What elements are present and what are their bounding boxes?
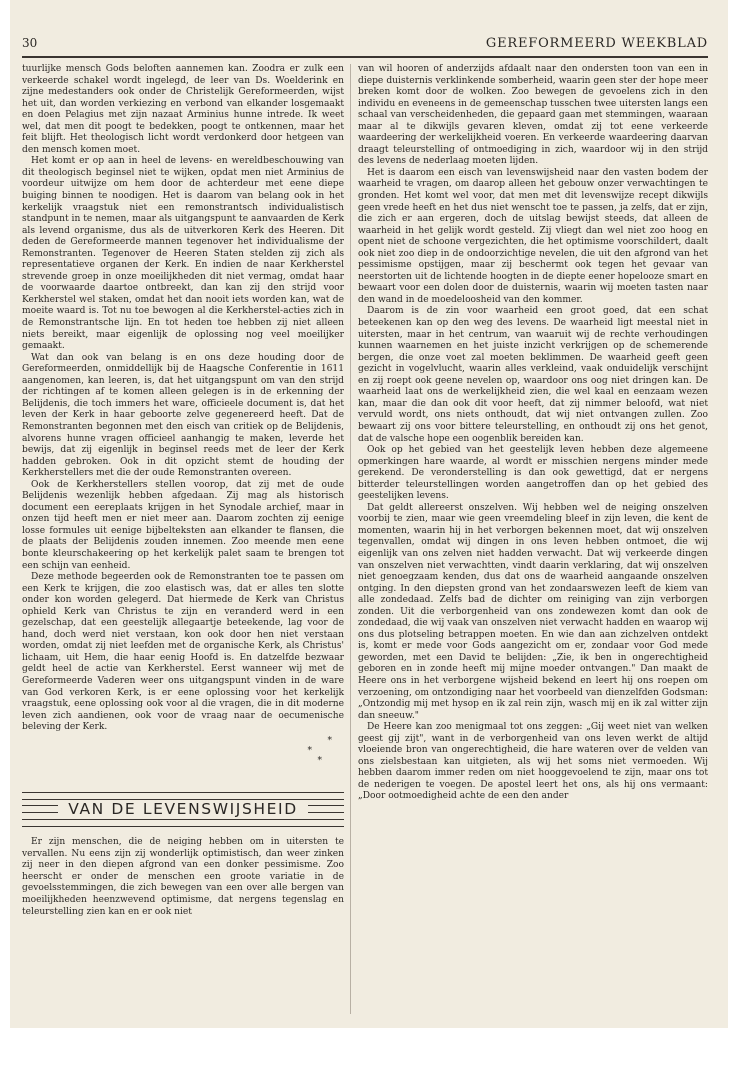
publication-title: GEREFORMEERD WEEKBLAD [485, 36, 708, 51]
right-paragraph-1: van wil hooren of anderzijds afdaalt naar den ondersten toon van een in diepe duisternis verklinkende somberheid, waarin geen ster der hope meer breken komt door de wolken. Zoo bewegen de gevoelens zich in den individu en eveneens in de gemeenschap tusschen twee uitersten langs een schaal van verscheidenheden, die gepaard gaan met stemmingen, waaraan maar al te dikwijls gevaren kleven, omdat zij tot eene verkeerde waardeering der werkelijkheid voeren. En verkeerde waardeering daarvan draagt teleurstelling of ontmoediging in zich, waardoor wij in den strijd des levens de nederlaag moeten lijden. [358, 64, 708, 167]
running-header [22, 36, 708, 56]
right-paragraph-5: Dat geldt allereerst onszelven. Wij hebben wel de neiging onszelven voorbij te zien, maar wie geen vreemdeling bleef in zijn leven, die kent de momenten, waarin hij in het verborgen bekennen moet, dat wij onszelven tegenvallen, omdat wij dingen in ons leven hebben ontmoet, die wij eigenlijk van ons zelven niet hadden verwacht. Dat wij verkeerde dingen van onszelven niet verwachtten, vindt daarin verklaring, dat wij onszelven niet genoegzaam kenden, dus dat ons de waarheid aangaande onszelven ontging. In den diepsten grond van het zondaarswezen leeft de kiem van alle zondedaad. Zelfs bad de dichter om reiniging van zijn verborgen zonden. Uit die verborgenheid van ons zondewezen komt dan ook de zondedaad, die wij vaak van onszelven niet verwacht hadden en waarop wij ons dus plotseling betrappen moeten. En wie dan aan zichzelven ontdekt is, komt er mede voor Gods aangezicht om er, zondaar voor God mede geworden, met een David te belijden: „Zie, ik ben in ongerechtigheid geboren en in zonde heeft mij mijne moeder ontvangen." Dan maakt de Heere ons in het verborgene wijsheid bekend en leert hij ons roepen om verzoening, om ontzondiging naar het voorbeeld van dienzelfden Godsman: „Ontzondig mij met hysop en ik zal rein zijn, wasch mij en ik zal witter zijn dan sneeuw." [358, 502, 708, 721]
star-1: * [327, 735, 332, 746]
star-3: * [317, 755, 322, 766]
right-paragraph-3: Daarom is de zin voor waarheid een groot goed, dat een schat beteekenen kan op den weg des levens. De waarheid ligt meestal niet in uitersten, maar in het centrum, van waaruit wij de rechte verhoudingen kunnen waarnemen en het juiste inzicht verkrijgen op de schemerende bergen, die onze voet zal moeten beklimmen. De waarheid geeft geen gezicht in vogelvlucht, waarin alles verkleind, vaak onduidelijk verschijnt en zij roept ook geene nevelen op, waardoor ons oog niet dringen kan. De waarheid laat ons de werkelijkheid zien, die wel kaal en eenzaam wezen kan, maar die dan ook dit voor heeft, dat zij nimmer beloofd, wat niet vervuld wordt, ons niets onthoudt, dat wij niet ontvangen zullen. Zoo bewaart zij ons voor bittere teleurstelling, en onthoudt zij ons het genot, dat de valsche hope een oogenblik bereiden kan. [358, 306, 708, 444]
left-paragraph-1: tuurlijke mensch Gods beloften aannemen kan. Zoodra er zulk een verkeerde schakel wordt ingelegd, de leer van Ds. Woelderink en zijne medestanders ook onder de Christelijk Gereformeerden, wijst het uit, dan worden verkiezing en verbond van elkander losgemaakt en doen Pelagius met zijn nazaat Arminius hunne intrede. Ik weet wel, dat men dit poogt te bedekken, poogt te ontkennen, maar het feit blijft. Het theologisch licht wordt verdonkerd door hetgeen van den mensch komen moet. [22, 64, 344, 155]
section-separator-stars [22, 736, 344, 766]
right-paragraph-6: De Heere kan zoo menigmaal tot ons zeggen: „Gij weet niet van welken geest gij zijt", want in de verborgenheid van ons leven werkt de altijd vloeiende bron van ongerechtigheid, die hare wateren over de velden van ons zielsbestaan kan uitgieten, als wij het soms niet vermoeden. Wij hebben daarom immer reden om niet hooggevoelend te zijn, maar ons tot de nederigen te voegen. De apostel leert het ons, als hij ons vermaant: „Door ootmoedigheid achte de een den ander [358, 722, 708, 802]
right-column [358, 64, 708, 803]
section-title-bar [22, 799, 344, 818]
header-rule [22, 56, 708, 58]
right-paragraph-2: Het is daarom een eisch van levenswijsheid naar den vasten bodem der waarheid te vragen, om daarop alleen het gebouw onzer verwachtingen te gronden. Het komt wel voor, dat men met dit levenswijze recept dikwijls geen vrede heeft en het dus niet wenscht toe te passen, ja zelfs, dat er zijn, die zich er aan ergeren, doch de uitslag bewijst steeds, dat alleen de waarheid in het gelijk wordt gesteld. Zij vliegt dan wel niet zoo hoog en opent niet de schoone vergezichten, die het optimisme voorschildert, daalt ook niet zoo diep in de ondoorzichtige nevelen, die uit den afgrond van het pessimisme opstijgen, maar zij beschermt ook tegen het gevaar van neerstorten uit de lichtende hoogten in de diepte eener hopelooze smart en bewaart voor een dolen door de duisternis, waarin wij moeten tasten naar den wand in de moedeloosheid van den kommer. [358, 167, 708, 305]
section-bottom-rule [22, 819, 344, 827]
left-paragraph-2: Het komt er op aan in heel de levens- en wereldbeschouwing van dit theologisch beginsel niet te wijken, opdat men niet Arminius de voordeur uitwijze om hem door de achterdeur met eene diepe buiging binnen te noodigen. Het is daarom van belang ook in het kerkelijk vraagstuk niet een remonstrantsch individualistisch standpunt in te nemen, maar als uitgangspunt te aanvaarden de Kerk als levend organisme, dus als de uitverkoren Kerk des Heeren. Dit deden de Gereformeerde mannen tegenover het individualisme der Remonstranten. Tegenover de Heeren Staten stelden zij zich als representatieve organen der Kerk. En indien de naar Kerkherstel strevende groep in onze moeilijkheden dit niet vermag, omdat haar de voorwaarde daartoe ontbreekt, dan kan zij den strijd voor Kerkherstel wel staken, omdat het dan nooit iets worden kan, wat de moeite waard is. Tot nu toe bewogen al die Kerkherstel-acties zich in de Remonstrantsche lijn. En tot heden toe hebben zij niet alleen niets bereikt, maar eigenlijk de oplossing nog veel moeilijker gemaakt. [22, 156, 344, 352]
section-title: VAN DE LEVENSWIJSHEID [68, 799, 298, 818]
section-top-rule [22, 792, 344, 800]
left-column [22, 64, 344, 918]
left-paragraph-4: Ook de Kerkherstellers stellen voorop, dat zij met de oude Belijdenis wezenlijk hebben afgedaan. Zij mag als historisch document een eereplaats krijgen in het Synodale archief, maar in onzen tijd heeft men er niet meer aan. Daarom zochten zij eenige losse formules uit eenige bijbelteksten aan elkander te flansen, die de plaats der Belijdenis zouden innemen. Zoo meende men eene bonte kleurschakeering op het kerkelijk palet saam te brengen tot een schijn van eenheid. [22, 479, 344, 571]
left-paragraph-3: Wat dan ook van belang is en ons deze houding door de Gereformeerden, onmiddellijk bij de Haagsche Conferentie in 1611 aangenomen, kan leeren, is, dat het uitgangspunt om van den strijd der richtingen af te komen alleen gelegen is in de erkenning der Belijdenis, die toch immers het ware, officieele document is, dat het leven der Kerk in haar geboorte zelve gegenereerd heeft. Dat de Remonstranten begonnen met den eisch van critiek op de Belijdenis, alvorens hunne vragen officieel aanhangig te maken, leverde het bewijs, dat zij eigenlijk in beginsel reeds met de leer der Kerk hadden gebroken. Ook in dit opzicht stemt de houding der Kerkherstellers met die der oude Remonstranten overeen. [22, 352, 344, 479]
right-paragraph-4: Ook op het gebied van het geestelijk leven hebben deze algemeene opmerkingen hare waarde, al wordt er misschien nergens minder mede gerekend. De veronderstelling is dan ook gewettigd, dat er nergens bitterder teleurstellingen worden aangetroffen dan op het gebied des geestelijken levens. [358, 445, 708, 502]
section-rule-right [308, 805, 344, 813]
section-body [22, 837, 344, 918]
column-divider [350, 64, 351, 1014]
page-number: 30 [22, 36, 38, 50]
section-levenswijsheid [22, 792, 344, 918]
star-2: * [307, 745, 312, 756]
page [10, 0, 728, 1028]
section-rule-left [22, 805, 58, 813]
section-paragraph-1: Er zijn menschen, die de neiging hebben om in uitersten te vervallen. Nu eens zijn zij wonderlijk optimistisch, dan weer zinken zij neer in den diepen afgrond van een donker pessimisme. Zoo heerscht er onder de menschen een groote variatie in de gevoelsstemmingen, die zich bewegen van een over alle bergen van moeilijkheden heenzwevend optimisme, dat nergens tegenslag en teleurstelling zien kan en er ook niet [22, 837, 344, 917]
left-paragraph-5: Deze methode begeerden ook de Remonstranten toe te passen om een Kerk te krijgen, die zoo elastisch was, dat er alles ten slotte onder kon worden gelegerd. Dat hiermede de Kerk van Christus ophield Kerk van Christus te zijn en veranderd werd in een gezelschap, dat een geestelijk allegaartje beteekende, lag voor de hand, doch werd niet verstaan, kon ook door hen niet verstaan worden, omdat zij niet leefden met de organische Kerk, als Christus' lichaam, uit Hem, die haar eenig Hoofd is. En datzelfde bezwaar geldt heel de actie van Kerkherstel. Eerst wanneer wij met de Gereformeerde Vaderen weer ons uitgangspunt vinden in de ware van God verkoren Kerk, is er eene oplossing voor het kerkelijk vraagstuk, eene oplossing ook voor al die vragen, die in dit moderne leven zich aandienen, ook voor de vraag naar de oecumenische beleving der Kerk. [22, 572, 344, 733]
